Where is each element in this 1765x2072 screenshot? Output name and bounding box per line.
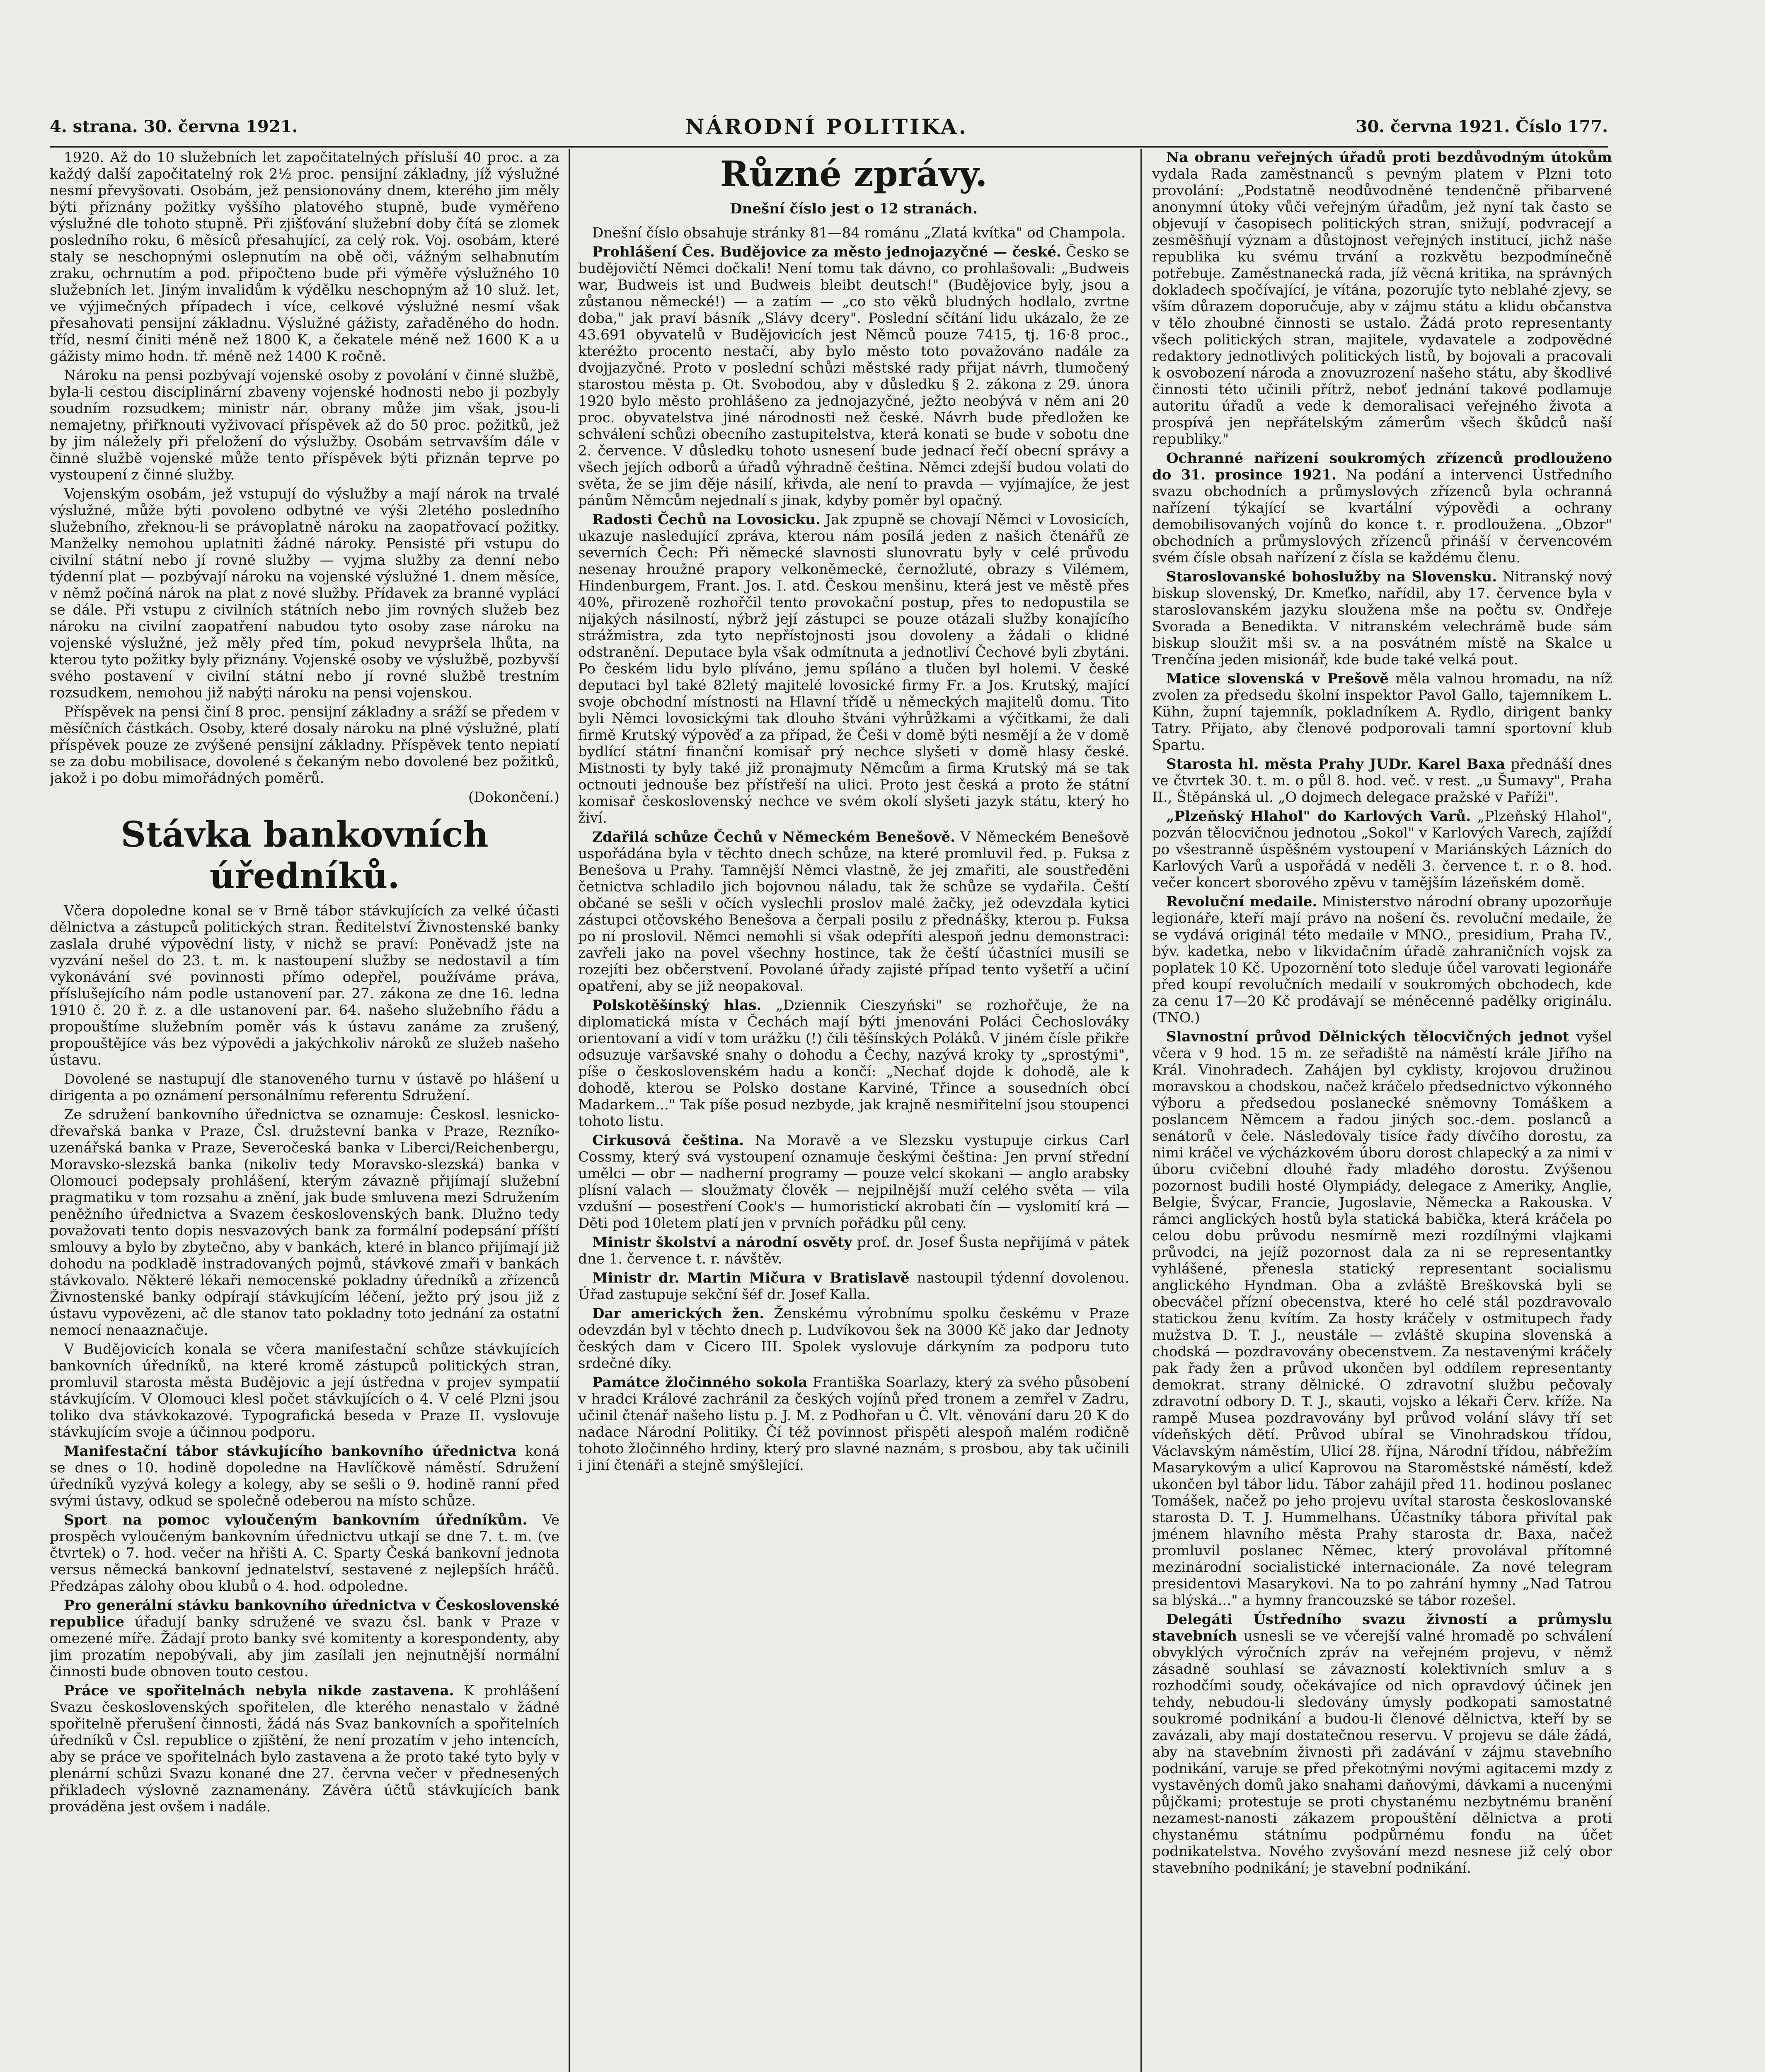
news-item: Revoluční medaile. Ministerstvo národní obrany upozorňuje legionáře, kteří mají právo na nošení čs. revoluční medaile, že se vydává originál této medaile v MNO., presidium, Praha IV., býv. kadetka, nebo v likvidačním úřadě zahraničních vojsk za poplatek 10 Kč. Upozornění toto sleduje účel varovati legionáře před koupí revolučních medailí v soukromých obchodech, kde za cenu 17—20 Kč prodávají se méněcenné padělky originálu. (TNO.) <box>1152 893 1612 1026</box>
news-item: Delegáti Ústředního svazu živností a průmyslu stavebních usnesli se ve včerejší valné hromadě po schválení obvyklých výročních zpráv na veřejném projevu, v němž zásadně souhlasí se závazností kolektivních smluv a s rozhodčími soudy, očekávajíce od nich opravdový účinek jen tehdy, nebudou-li sledovány úmysly podkopati samostatné soukromé podnikání a budou-li členové dělnictva, kteří by se zavázali, aby mají dostatečnou reservu. V projevu se dále žádá, aby na stavebním živnosti při zadávání v zájmu stavebního podnikání, varuje se před překotnými novými agitacemi mzdy z vystavěných domů jako snahami daňovými, dávkami a nucenými půjčkami; protestuje se proti chystanému nezbytnému branění nezamest-nanosti zákazem propouštění dělnictva a proti chystanému státnímu podpůrnému fondu na účet podnikatelstva. Nového zvyšování mezd nesnese již celý obor stavebního podnikání; je stavební podnikání. <box>1152 1611 1612 1876</box>
news-item: Radosti Čechů na Lovosicku. Jak zpupně se chovají Němci v Lovosicích, ukazuje nasledující zpráva, kterou nám posílá jeden z našich čtenářů ze severních Čech: Při německé slavnosti slunovratu byly v celé průvodu nesenay hroužné prapory velkoněmecké, černožluté, obrazy s Vilémem, Hindenburgem, Frant. Jos. I. atd. Českou menšinu, která jest ve městě přes 40%, přirozeně rozhořčil tento provokační postup, přes to nedopustila se nijakých násilností, nýbrž její zástupci se pouze otázali služby konajícího strážmistra, zda tyto nepřístojnosti jsou dovoleny a žádali o klidné odstranění. Deputace byla však odmítnuta a jednotliví Čechové byli zbytáni. Po českém lidu bylo plíváno, jemu spíláno a tlučen byl holemi. V české deputaci byl také 82letý majitelé lovosické firmy Fr. a Jos. Krutský, mající svoje obchodní místnosti na Hlavní třídě u německých majitelů domu. Tito byli Němci lovosickými tak dlouho štváni výhrůžkami a výčitkami, že dali firmě Krutský výpověď a za případ, že Češi v domě býti nesmějí a že v domě bydlící státní finanční komisař prý nechce slyšeti v domě hlasy české. Mistnosti ty byly také již pronajmuty Němcům a firma Krutský má se tak octnouti jednouše bez přístřeší na ulici. Proto jest česká a proto že státní komisař československý nechce ve svém okolí slyšeti jazyk státu, který ho živí. <box>578 511 1129 826</box>
news-item: Pro generální stávku bankovního úřednictva v Československé republice úřadují banky sdružené ve svazu čsl. bank v Praze v omezené míře. Žádají proto banky své komitenty a korespondenty, aby jim prozatím nepobývali, aby jim zasílali jen nejnutnější normální činnosti bude obnoven touto cestou. <box>50 1597 559 1680</box>
news-item: Slavnostní průvod Dělnických tělocvičných jednot vyšel včera v 9 hod. 15 m. ze seřadiště na náměstí krále Jiřího na Král. Vinohradech. Zahájen byl cyklisty, krojovou družinou moravskou a chodskou, načež kráčelo předsednictvo výkonného výboru a předsedou poslanecké sněmovny Tomáškem a poslancem Němcem a řadou jiných soc.-dem. poslanců a senátorů v čele. Následovaly tisíce řady dívčího dorostu, za nimi kráčel ve výcházkovém úboru dorost chlapecký a za nimi v úboru cvičební dlouhé řady mladého dorostu. Zvýšenou pozornost budili hosté Olympiády, delegace z Ameriky, Anglie, Belgie, Švýcar, Francie, Jugoslavie, Německa a Rakouska. V rámci anglických hostů byla statická babička, která kráčela po celou dobu průvodu nesmírně mezi rozdílnými vlajkami průvodci, na jejíž pozornost dala za ni se representantky vyhlášené, přenesla statický representant socialismu anglického Hyndman. Oba a zvláště Breškovská byli se obecváčel přízní obecenstva, které ho celé stál pozdravovalo statickou ženu kvítím. Za hosty kráčely v ostmitupech řady mužstva D. T. J., neustále — zvláště skupina slovenská a chodská — pozdravovány obecenstvem. Za nestavenými kráčely pak řady žen a průvod ukončen byl oddílem representanty demokrat. strany dělnické. O zdravotní službu pečovaly zdravotní odbory D. T. J., skauti, vojsko a lékaři Červ. kříže. Na rampě Musea pozdravovány byl průvod volání slávy tří set vídeňských dětí. Průvod ubíral se Vinohradskou třídou, Václavským náměstím, Ulicí 28. října, Národní třídou, nábřežím Masarykovým a ulicí Kaprovou na Staroměstské náměstí, kdež ukončen byl tábor lidu. Tábor zahájil před 11. hodinou poslanec Tomášek, načež po jeho projevu uvítal starosta českoslovanské starosta D. T. J. Hummelhans. Účastníky tábora přivítal pak jménem hlavního města Prahy starosta dr. Baxa, načež promluvil poslanec Němec, který provolával přítomné mezinárodní socialistické internacionále. Za nové telegram presidentovi Masarykovi. Na to po zahrání hymny „Nad Tatrou sa blýská..." a hymny francouzské se tábor rozešel. <box>1152 1029 1612 1609</box>
strike-headline: Stávka bankovních úředníků. <box>121 814 489 896</box>
news-item: Památce žločinného sokola Františka Soarlazy, který za svého působení v hradci Králové zachránil za českých vojínů před tronem a zemřel v Zadru, učinil čtenář našeho listu p. J. M. z Podhořan u Č. Vlt. věnování daru 20 K do nadace Národní Politiky. Čí též povinnost přispěti alespoň malém rodičně tohoto žločinného hrdiny, který pro slavné naznám, s prosbou, aby tak učinili i jiní čtenáři a stejně smýšlející. <box>578 1374 1129 1474</box>
serial-note: Dnešní číslo obsahuje stránky 81—84 románu „Zlatá kvítka" od Champola. <box>592 225 1126 241</box>
article-paragraph: V Budějovicích konala se včera manifestační schůze stávkujících bankovních úředníků, na které kromě zástupců politických stran, promluvil starosta města Budějovic a její ústředna v projev sympatií stávkujícím. V Olomouci klesl počet stávkujících o 4. V celé Plzni jsou toliko dva stávkokazové. Typografická beseda v Praze II. vyslovuje stávkujícím svoje a účinnou podporu. <box>50 1341 559 1440</box>
news-item: Prohlášení Čes. Budějovice za město jednojazyčné — české. Česko se budějovičtí Němci dočkali! Není tomu tak dávno, co prohlašovali: „Budweis war, Budweis ist und Budweis bleibt deutsch!" (Budějovice byly, jsou a zůstanou německé!) — a zatím — „co sto věků bludných hodlalo, zvrtne doba," jak praví básník „Slávy dcery". Poslední sčítání lidu ukázalo, že ze 43.691 obyvatelů v Budějovicích jest Němců pouze 7415, tj. 16·8 proc., kteréžto procento nestačí, aby bylo město toto považováno nadále za dvojjazyčné. Proto v poslední schůzi městské rady přijat návrh, tlumočený starostou města p. Ot. Svobodou, aby v důsledku § 2. zákona z 29. února 1920 bylo město prohlášeno za jednojazyčné, ježto neobývá v něm ani 20 proc. obyvatelstva jiné národnosti než české. Návrh bude předložen ke schválení schůzi obecního zastupitelstva, která konati se bude v sobotu dne 2. července. V důsledku tohoto usnesení bude jednací řečí obecní správy a všech jejích odborů a úřadů výhradně čeština. Němci zdejší budou volati do světa, že se jim děje násilí, křivda, ale není to pravda — vyjímajíce, že jest pánům Němcům nejednalí s jinak, kdyby poměr byl opačný. <box>578 244 1129 509</box>
continued-note: (Dokončení.) <box>468 789 559 806</box>
column-left <box>50 149 559 2072</box>
section-headline: Různé zprávy. <box>720 153 988 194</box>
article-paragraph: Příspěvek na pensi činí 8 proc. pensijní základny a sráží se předem v měsíčních částkách. Osoby, které dosaly nároku na plné výslužné, platí příspěvek pouze ze zvýšené pensijní základny. Příspěvek tento nepiatí se za dobu mobilisace, dovolené s čekaným nebo dovolené bez požitků, jakož i po dobu mimořádných poměrů. <box>50 704 559 787</box>
header-rule <box>50 146 1608 148</box>
article-paragraph: Dovolené se nastupují dle stanoveného turnu v ústavě po hlášení u dirigenta a po oznámení personálnímu referentu Sdružení. <box>50 1071 559 1104</box>
article-paragraph: Vojenským osobám, jež vstupují do výslužby a mají nárok na trvalé výslužné, může býti povoleno odbytné ve výši 2letého posledního služebního, zřeknou-li se právoplatně nároku na zaopatřovací požitky. Manželky nemohou uplatniti žádné nároky. Pensisté při vstupu do civilní státní nebo jí rovné služby — vyjma služby za denní nebo týdenní plat — pozbývají nároku na vojenské výslužné 1. dnem měsíce, v němž počíná nárok na plat z nové služby. Přídavek za branné vyplácí se dále. Při vstupu z civilních státních nebo jim rovných služeb bez nároku na civilní zaopatření nabudou tyto osoby zase nároku na vojenské výslužné, jež měly před tím, pokud nevypršela lhůta, na kterou tyto požitky byly přiznány. Vojenské osoby ve výslužbě, pozbyvší svého postavení v civilní státní nebo jí rovné službě trestním rozsudkem, nemohou již nabýti nároku na pensi vojenskou. <box>50 486 559 701</box>
news-item: Zdařilá schůze Čechů v Německém Benešově. V Německém Benešově uspořádána byla v těchto dnech schůze, na které promluvil řed. p. Fuksa z Benešova u Prahy. Tamnější Němci vlastně, že jej zmařiti, ale soustředěni četnictva schladilo jich bojovnou náladu, tak že schůze se vydařila. Čeští občané se sešli v očích vyslechli proslov malé žačky, jež odevzdala kytici zástupci otčovského Benešova a čerpali posilu z přednášky, kterou p. Fuksa po ní proslovil. Němci nemohli si však odepříti alespoň jednu demonstraci: zavřeli jako na povel všechny hostince, tak že čeští účastníci musili se rozejíti bez občerstvení. Povolané úřady zajisté případ tento vyšetří a učiní opatření, aby se již neopakoval. <box>578 829 1129 995</box>
column-right <box>1152 149 1612 2072</box>
news-item: Starosta hl. města Prahy JUDr. Karel Baxa přednáší dnes ve čtvrtek 30. t. m. o půl 8. hod. več. v rest. „u Šumavy", Praha II., Štěpánská ul. „O dojmech delegace pražské v Paříži". <box>1152 756 1612 806</box>
header-title: NÁRODNÍ POLITIKA. <box>685 114 968 139</box>
article-paragraph: Nároku na pensi pozbývají vojenské osoby z povolání v činné službě, byla-li cestou disciplinární zbaveny vojenské hodnosti nebo ji pozbyly soudním rozsudkem; ministr nár. obrany může jim však, jsou-li nemajetny, přiřknouti vyživovací příspěvek až do 50 proc. požitků, jež by jim náležely při přeložení do výslužby. Osobám setrvavším dále v činné službě vojenské může tento příspěvek býti přiznán teprve po vystoupení z činné služby. <box>50 367 559 483</box>
news-item: Dar amerických žen. Ženskému výrobnímu spolku českému v Praze odevzdán byl v těchto dnech p. Ludvíkovou šek na 3000 Kč jako dar Jednoty českých dam v Cicero III. Spolek vyslovuje dárkyním za podporu tuto srdečné díky. <box>578 1305 1129 1372</box>
news-item: Ministr školství a národní osvěty prof. dr. Josef Šusta nepřijímá v pátek dne 1. července t. r. návštěv. <box>578 1234 1129 1267</box>
masthead <box>50 108 1608 145</box>
news-item: Práce ve spořitelnách nebyla nikde zastavena. K prohlášení Svazu československých spořitelen, dle kterého nenastalo v žádné spořitelně přerušení činnosti, žádá nás Svaz bankovních a spořitelních úředníků v Čsl. republice o zjištění, že není prozatím v jeho intencích, aby se práce ve spořitelnách bylo zastavena a že proto také tyto byly v plenární schůzi Svazu konané dne 27. června večer v přednesených přikladech výslovně zaznamenány. Závěra účtů stávkujících bank prováděna jest ovšem i nadále. <box>50 1682 559 1815</box>
column-middle <box>578 149 1129 2072</box>
article-paragraph: Včera dopoledne konal se v Brně tábor stávkujících za velké účasti dělnictva a zástupců politických stran. Ředitelství Živnostenské banky zaslala druhé výpovědní listy, v nichž se praví: Poněvadž jste na vyzvání nešel do 23. t. m. k nastoupení služby se nedostavil a tím vykonávání své povinnosti přímo odepřel, používáme práva, příslušejícího nám podle ustanovení par. 27. zákona ze dne 16. ledna 1910 č. 20 ř. z. a dle ustanovení par. 64. našeho služebního řádu a propouštíme služebním poměr vás k ústavu zanáme za zrušený, propouštějíce vás bez výpovědi a jakýchkoliv nároků ze služeb našeho ústavu. <box>50 903 559 1068</box>
news-item: Ochranné nařízení soukromých zřízenců prodlouženo do 31. prosince 1921. Na podání a intervenci Ústředního svazu obchodních a průmyslových zřízenců byla ochranná nařízení týkající se kvartální výpovědi a ochrany demobilisovaných vojínů do konce t. r. prodloužena. „Obzor" obchodních a průmyslových zřízenců přináší v červencovém svém čísle obsah nařízení z čísla se každému členu. <box>1152 450 1612 566</box>
news-item: Polskotěšínský hlas. „Dziennik Cieszyński" se rozhořčuje, že na diplomatická místa v Čechách mají býti jmenováni Poláci Čechoslováky orientovaní a vidí v tom urážku (!) čili těšínských Poláků. V jiném čísle přikře odsuzuje varšavské snahy o dohodu a Čechy, nazývá kroky ty „sprostými", píše o československém hadu a končí: „Nechať dojde k dohodě, ale k dohodě, kterou se Polsko dostane Karviné, Třince a sousedních obcí Madarkem..." Tak píše posud nezbyde, jak krajně nesmiřitelní jsou stoupenci tohoto listu. <box>578 997 1129 1130</box>
news-item: Matice slovenská v Prešově měla valnou hromadu, na níž zvolen za předsedu školní inspektor Pavol Gallo, tajemníkem L. Kühn, župní tajemník, pokladníkem A. Rydlo, dirigent banky Tatry. Přijato, aby členové podporovali tamní sportovní klub Spartu. <box>1152 670 1612 753</box>
news-item: Sport na pomoc vyloučeným bankovním úředníkům. Ve prospěch vyloučeným bankovním úřednictvu utkají se dne 7. t. m. (ve čtvrtek) o 7. hod. večer na hřišti A. C. Sparty Česká bankovní jednota versus německá bankovní jednatelství, sestavené z nejlepších hráčů. Předzápas zálohy obou klubů o 4. hod. odpoledne. <box>50 1512 559 1595</box>
article-paragraph: 1920. Až do 10 služebních let započitatelných přísluší 40 proc. a za každý další započitatelný rok 2½ proc. pensijní základny, jíž výslužné nesmí převyšovati. Osobám, jež pensionovány dnem, kterého jim měly býti přiznány požitky vyššího platového stupně, bude vyměřeno výslužné dle tohoto stupně. Při zjišťování služební doby čítá se zlomek posledního roku, 6 měsíců přesahující, za celý rok. Voj. osobám, které staly se neschopnými oslepnutím na obě oči, vážným selhabnutím zraku, ochrnutím a pod. připočteno bude při výměře výslužného 10 služebních let. Jiným invalidům k výdělku neschopným až 10 služ. let, ve výjimečných případech i více, celkové výslužné nesmí však přesahovati pensijní základnu. Výslužné gážisty, zařaděného do hodn. tříd, nesmí činiti méně než 1800 K, a čekatele méně než 1600 K a u gážisty mimo hodn. tř. méně než 1400 K ročně. <box>50 149 559 365</box>
column-rule <box>1140 149 1142 2072</box>
news-item: Ministr dr. Martin Mičura v Bratislavě nastoupil týdenní dovolenou. Úřad zastupuje sekční šéf dr. Josef Kalla. <box>578 1270 1129 1303</box>
news-item: „Plzeňský Hlahol" do Karlových Varů. „Plzeňský Hlahol", pozván tělocvičnou jednotou „Sokol" v Karlových Varech, zajíždí po všestranně úspěšném vystoupení v Mariánských Lázních do Karlových Varů a uspořádá v neděli 3. července t. r. o 8. hod. večer koncert sborového zpěvu v tamějším lázeňském domě. <box>1152 808 1612 891</box>
article-paragraph: Ze sdružení bankovního úřednictva se oznamuje: Českosl. lesnicko-dřevařská banka v Praze, Čsl. družstevní banka v Praze, Rezníko-uzenářská banka v Praze, Severočeská banka v Liberci/Reichenbergu, Moravsko-slezská banka (nikoliv tedy Moravsko-slezská) banka v Olomouci podepsaly prohlášení, kterým závazně přijímají služební pragmatiku v tom rozsahu a znění, jak bude smluvena mezi Sdružením peněžního úřednictva a Svazem československých bank. Dlužno tedy považovati tento dopis nesvazových bank za formální podepsání příští smlouvy a bylo by zbytečno, aby v bankách, které in blanco přijímají již dohodu na podkladě instradovaných pojmů, stávkové zmaři v bankách stávkovalo. Některé lékaři nemocenské pokladny úředníků a zřízenců Živnostenské banky odpírají stávkujícím léčení, ježto prý jsou již z ústavu vypovězeni, ač dle stanov tato pokladny toto jednání za ostatní nemocí nenaaznačuje. <box>50 1106 559 1339</box>
header-left: 4. strana. 30. června 1921. <box>50 116 298 136</box>
column-rule <box>569 149 570 2072</box>
issue-pages-note: Dnešní číslo jest o 12 stranách. <box>730 201 978 217</box>
news-item: Cirkusová čeština. Na Moravě a ve Slezsku vystupuje cirkus Carl Cossmy, který svá vystoupení oznamuje českými čeština: Jen první střední umělci — obr — nadherní programy — pouze velcí skokani — anglo arabsky plísní valach — sloužmaty člověk — nejpilnější muží celého světa — vila vzdušní — posestření Cook's — humoristickí akrobati čín — vyslomití krá — Děti pod 10letem platí jen v prvních pořádku půl ceny. <box>578 1132 1129 1232</box>
header-right: 30. června 1921. Číslo 177. <box>1356 116 1608 136</box>
news-item: Na obranu veřejných úřadů proti bezdůvodným útokům vydala Rada zaměstnanců s pevným platem v Plzni toto provolání: „Podstatně neodůvodněné tendenčně přibarvené anonymní útoky vůči veřejným úřadům, jež nyní tak často se objevují v časopisech politických stran, snižují, podvracejí a zesměšňují význam a důstojnost veřejných institucí, jichž naše republika ku svému trvání a rozkvětu bezpodmínečně potřebuje. Zaměstnanecká rada, jíž věcná kritika, na správných dokladech spočívající, je vítána, pozorujíc tyto neblahé zjevy, se vším důrazem doporučuje, aby v zájmu státu a klidu občanstva v tělo zhoubné činnosti se ustalo. Žádá proto representanty všech politických stran, majitele, vydavatele a zodpovědné redaktory jednotlivých politických listů, by bojovali a pracovali k osvobození národa a znovuzrození našeho státu, aby škodlivé činnosti této učinili přítrž, neboť jednání takové podlamuje autoritu úřadů a vede k demoralisaci veřejného života a prospívá jen nepřátelským zámerům všech škůdců naší republiky." <box>1152 149 1612 448</box>
news-item: Staroslovanské bohoslužby na Slovensku. Nitranský nový biskup slovenský, Dr. Kmeťko, nařídil, aby 17. července byla v staroslovanském jazyku sloužena mše na počtu sv. Ondřeje Svorada a Benedikta. V nitranském velechrámě bude sám biskup sloužit mši sv. a na posvátném místě na Skalce u Trenčína jeden misionář, kde bude také velká pout. <box>1152 569 1612 668</box>
news-item: Manifestační tábor stávkujícího bankovního úřednictva koná se dnes o 10. hodině dopoledne na Havlíčkově náměstí. Sdružení úředníků vyzývá kolegy a kolegy, aby se sešli o 9. hodině ranní před svými ústavy, odkud se společně odeberou na místo schůze. <box>50 1443 559 1509</box>
